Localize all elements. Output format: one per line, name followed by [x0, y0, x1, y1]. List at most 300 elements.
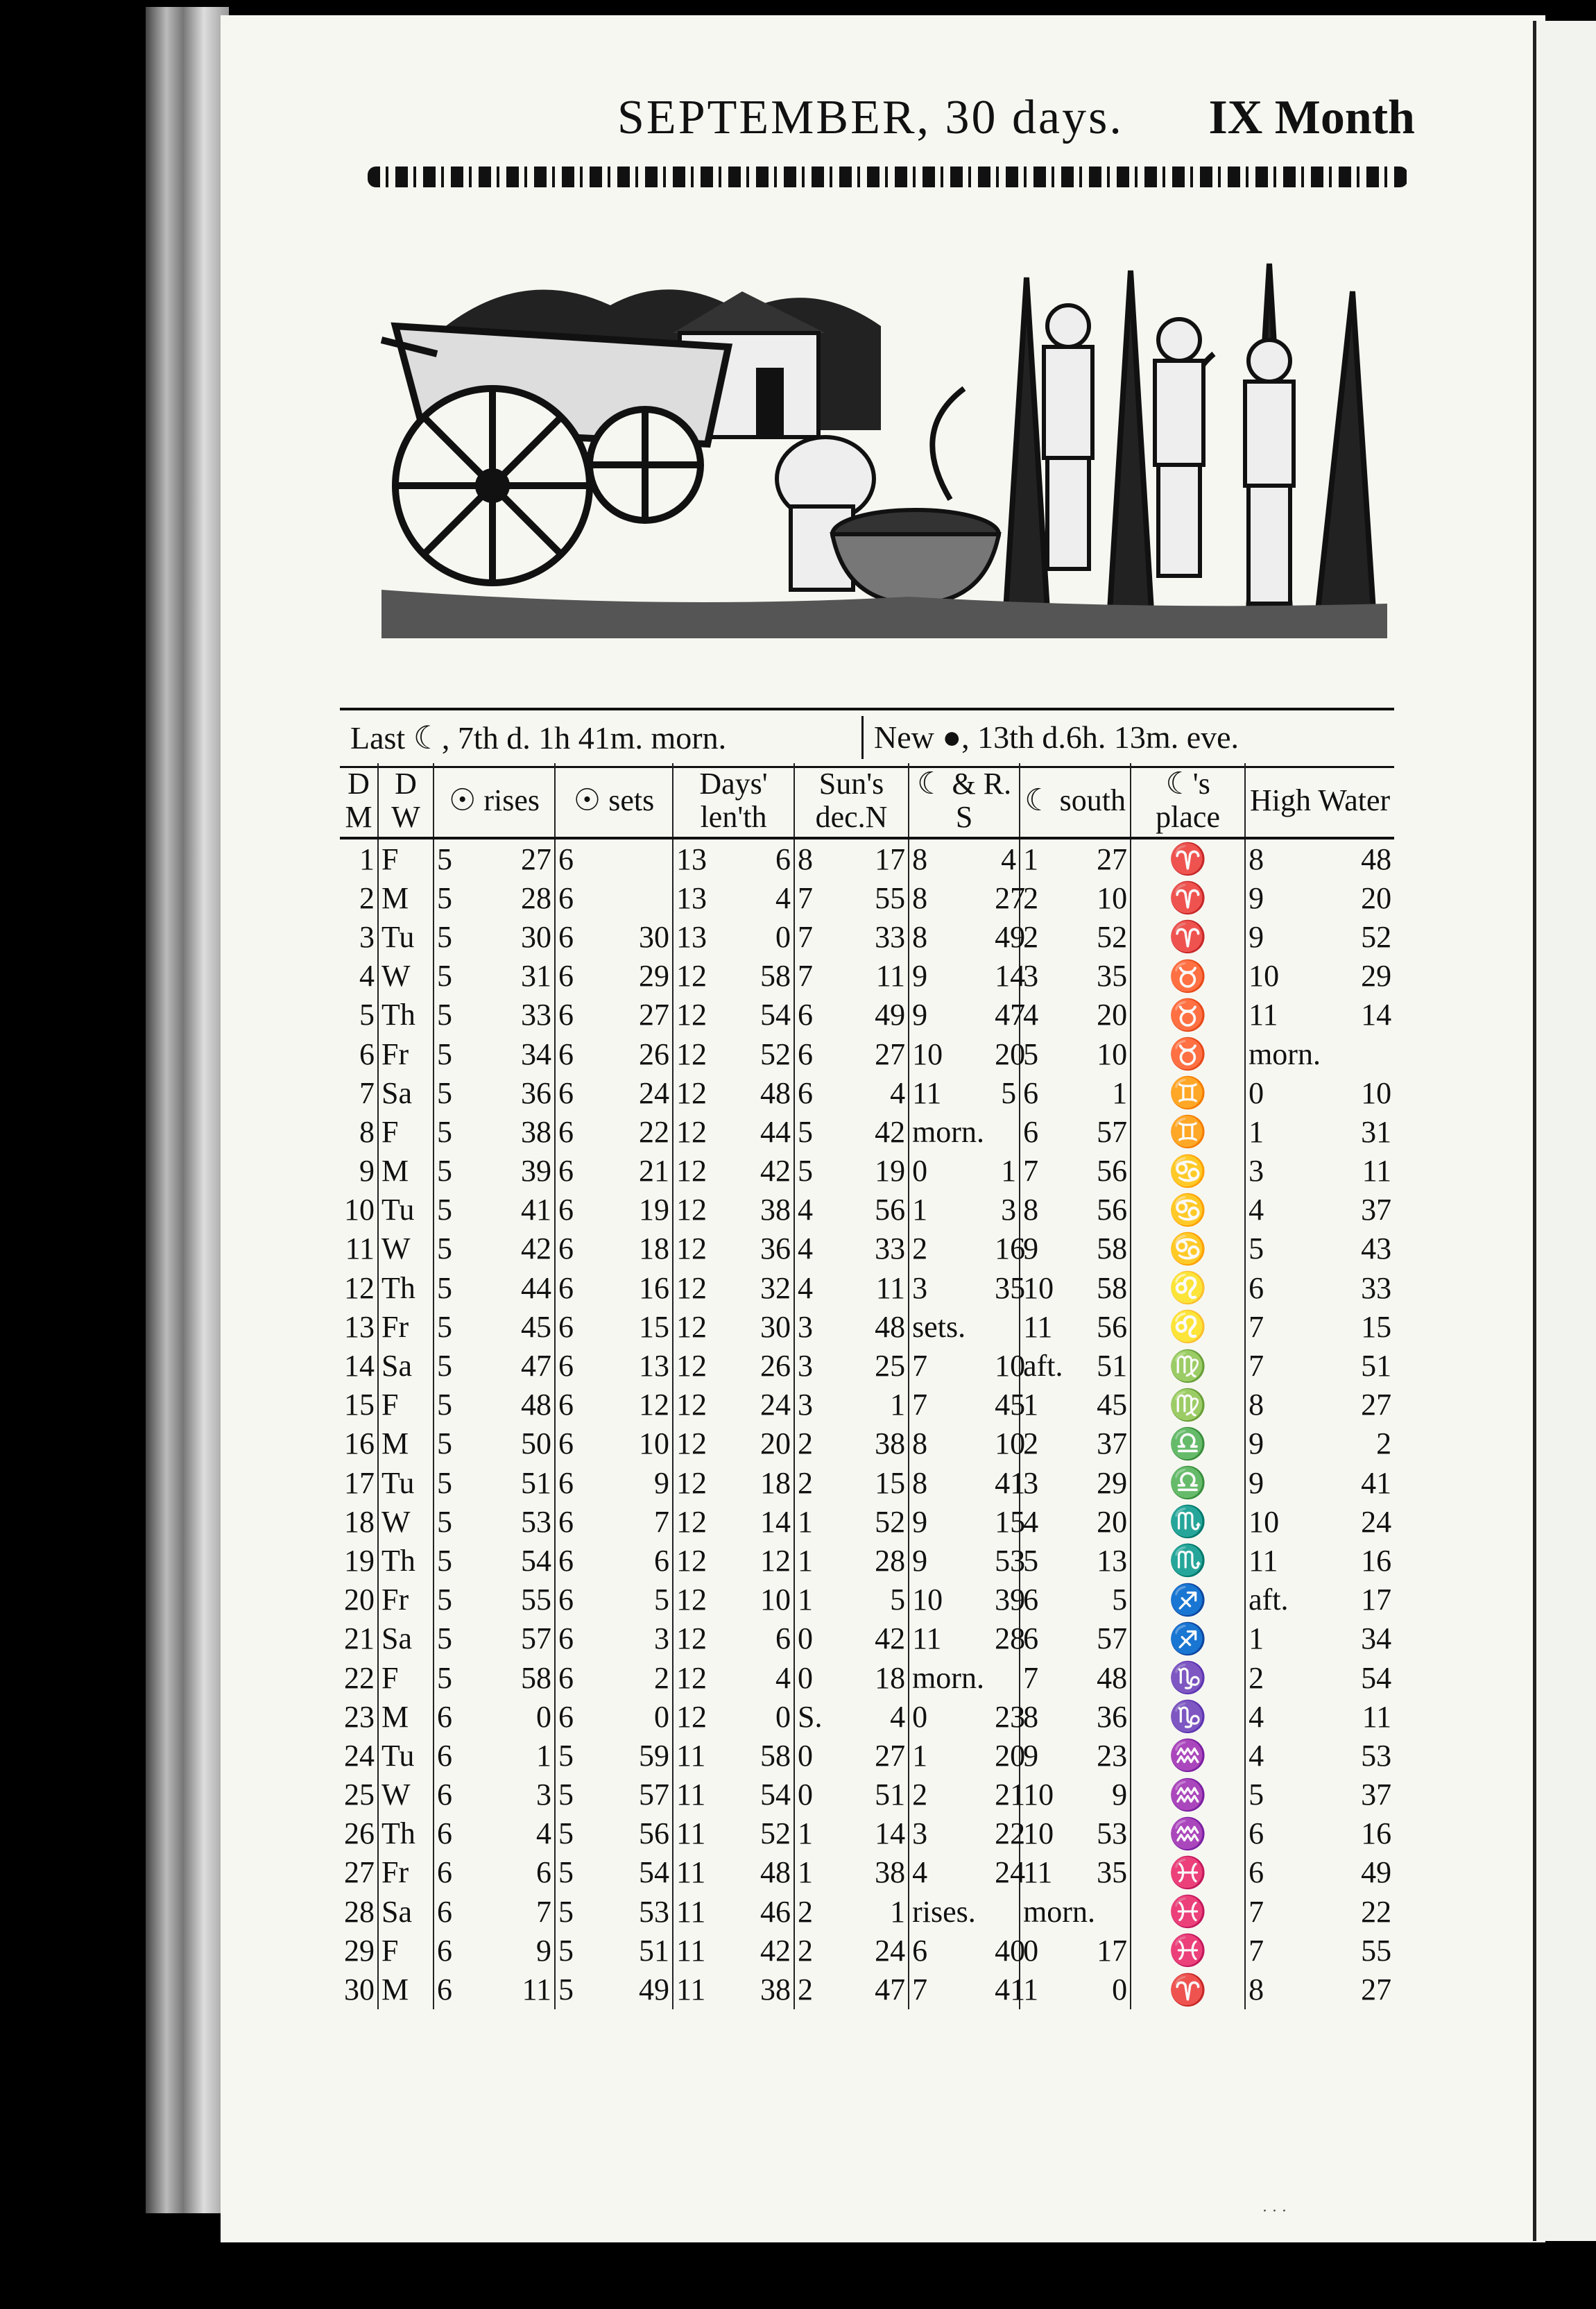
cell-hw1: 11: [1249, 998, 1278, 1032]
cell-ms1: 10: [1023, 1270, 1054, 1305]
cell-lm: 4: [721, 1658, 794, 1697]
cell-dm: 2: [340, 878, 378, 917]
col-suns-declination: Sun's dec.N: [794, 763, 909, 838]
cell-ms1: morn.: [1023, 1894, 1095, 1929]
cell-mr2: 39: [992, 1580, 1020, 1619]
cell-mr1: 3: [912, 1816, 928, 1851]
cell-place: ♊: [1131, 1073, 1245, 1112]
cell-sh: 6: [558, 1193, 574, 1227]
cell-mr2: 40: [992, 1931, 1020, 1970]
new-moon-note: New ●, 13th d.6h. 13m. eve.: [874, 719, 1239, 755]
cell-lm: 46: [721, 1892, 794, 1931]
cell-dmn: 17: [832, 838, 909, 878]
cell-ms1: 9: [1023, 1232, 1039, 1266]
cell-rm: 51: [468, 1463, 555, 1502]
cell-dmn: 49: [832, 996, 909, 1034]
cell-place: ♋: [1131, 1152, 1245, 1191]
cell-sh: 6: [558, 1075, 574, 1110]
cell-rh: 6: [437, 1973, 452, 2007]
cell-place: ♑: [1131, 1658, 1245, 1697]
cell-mr1: 9: [912, 1543, 928, 1578]
cell-hw1: 9: [1249, 919, 1264, 954]
cell-hw2: 17: [1361, 1583, 1392, 1617]
cell-dm: 3: [340, 917, 378, 956]
table-row: [340, 1346, 1394, 1385]
cell-sh: 6: [558, 1349, 574, 1383]
cell-lh: 13: [676, 842, 707, 876]
cell-place: ♉: [1131, 1034, 1245, 1073]
cell-mr1: 0: [912, 1699, 928, 1734]
cell-sm: [586, 878, 673, 917]
cell-dw: Fr: [378, 1580, 434, 1619]
cell-place: ♈: [1131, 838, 1245, 878]
facing-page-edge: [1533, 21, 1596, 2241]
cell-rm: 6: [468, 1853, 555, 1892]
cell-dd: 5: [798, 1154, 814, 1188]
cell-dm: 22: [340, 1658, 378, 1697]
cell-lm: 18: [721, 1463, 794, 1502]
cell-rh: 5: [437, 1465, 452, 1500]
cell-rm: 36: [468, 1073, 555, 1112]
cell-mr1: 7: [912, 1973, 928, 2007]
cell-dmn: 11: [832, 1268, 909, 1307]
cell-dw: Tu: [378, 1736, 434, 1775]
cell-place: ♒: [1131, 1814, 1245, 1853]
cell-dw: W: [378, 957, 434, 996]
cell-rm: 38: [468, 1112, 555, 1151]
cell-dw: Sa: [378, 1892, 434, 1931]
cell-ms1: 6: [1023, 1114, 1039, 1149]
cell-dmn: 4: [832, 1073, 909, 1112]
cell-dm: 21: [340, 1619, 378, 1658]
cell-place: ♊: [1131, 1112, 1245, 1151]
cell-dmn: 47: [832, 1970, 909, 2009]
cell-rm: 31: [468, 957, 555, 996]
cell-hw2: 10: [1361, 1075, 1392, 1110]
cell-sh: 6: [558, 1270, 574, 1305]
cell-dm: 17: [340, 1463, 378, 1502]
cell-sm: 13: [586, 1346, 673, 1385]
cell-rh: 5: [437, 1660, 452, 1695]
cell-rh: 5: [437, 1388, 452, 1422]
cell-dd: 4: [798, 1193, 814, 1227]
cell-dm: 8: [340, 1112, 378, 1151]
cell-sh: 6: [558, 959, 574, 994]
cell-sm: 7: [586, 1502, 673, 1541]
table-row: [340, 1307, 1394, 1346]
cell-dd: 7: [798, 880, 814, 915]
cell-mr1: 9: [912, 998, 928, 1032]
cell-rm: 0: [468, 1697, 555, 1736]
col-days-length: Days' len'th: [673, 763, 794, 838]
cell-hw2: 2: [1376, 1426, 1392, 1461]
cell-lm: 44: [721, 1112, 794, 1151]
cell-lh: 11: [676, 1778, 706, 1812]
cell-ms2: 5: [1061, 1580, 1131, 1619]
cell-sm: 5: [586, 1580, 673, 1619]
cell-hw1: 2: [1249, 1660, 1264, 1695]
cell-hw1: 0: [1249, 1075, 1264, 1110]
cell-sh: 5: [558, 1933, 574, 1968]
cell-lm: 10: [721, 1580, 794, 1619]
cell-dmn: 28: [832, 1541, 909, 1580]
cell-hw2: 51: [1361, 1349, 1392, 1383]
cell-dm: 23: [340, 1697, 378, 1736]
cell-place: ♉: [1131, 996, 1245, 1034]
col-moon-place: ☾'s place: [1131, 763, 1245, 838]
cell-ms1: 3: [1023, 959, 1039, 994]
cell-dw: F: [378, 1112, 434, 1151]
cell-ms2: 58: [1061, 1268, 1131, 1307]
cell-sm: 24: [586, 1073, 673, 1112]
month-number: IX Month: [1208, 91, 1415, 144]
table-row: [340, 1775, 1394, 1814]
cell-dmn: 52: [832, 1502, 909, 1541]
cell-lh: 11: [676, 1894, 706, 1929]
cell-mr2: 28: [992, 1619, 1020, 1658]
cell-rh: 5: [437, 1621, 452, 1656]
cell-lm: 6: [721, 1619, 794, 1658]
page-smudge: · · ·: [1262, 2203, 1287, 2220]
cell-ms2: 52: [1061, 917, 1131, 956]
cell-lh: 11: [676, 1738, 706, 1773]
cell-ms1: 11: [1023, 1309, 1053, 1344]
table-header-row: [340, 763, 1394, 838]
cell-dw: Tu: [378, 917, 434, 956]
cell-ms2: 51: [1061, 1346, 1131, 1385]
cell-ms1: 2: [1023, 1426, 1039, 1461]
cell-ms1: 6: [1023, 1075, 1039, 1110]
cell-hw1: 1: [1249, 1621, 1264, 1656]
cell-dm: 15: [340, 1386, 378, 1424]
cell-mr2: 20: [992, 1034, 1020, 1073]
cell-dw: Sa: [378, 1619, 434, 1658]
cell-lh: 12: [676, 1075, 707, 1110]
cell-rm: 30: [468, 917, 555, 956]
almanac-table: [340, 763, 1394, 2009]
cell-mr1: morn.: [912, 1114, 984, 1149]
cell-rh: 5: [437, 1426, 452, 1461]
cell-hw1: 8: [1249, 1973, 1264, 2007]
cell-hw1: 5: [1249, 1232, 1264, 1266]
cell-lh: 12: [676, 1465, 707, 1500]
cell-dmn: 18: [832, 1658, 909, 1697]
col-moon-rises-sets: ☾ & R. S: [909, 763, 1020, 838]
table-row: [340, 1580, 1394, 1619]
cell-dw: Tu: [378, 1191, 434, 1229]
cell-sh: 5: [558, 1816, 574, 1851]
cell-lh: 12: [676, 1114, 707, 1149]
cell-sm: 2: [586, 1658, 673, 1697]
cell-lm: 0: [721, 1697, 794, 1736]
table-row: [340, 878, 1394, 917]
cell-ms2: 10: [1061, 878, 1131, 917]
cell-rh: 5: [437, 1349, 452, 1383]
ornamental-border: [368, 167, 1408, 187]
cell-dw: F: [378, 838, 434, 878]
cell-rm: 1: [468, 1736, 555, 1775]
cell-sh: 6: [558, 1543, 574, 1578]
cell-ms2: 20: [1061, 1502, 1131, 1541]
cell-mr2: 45: [992, 1386, 1020, 1424]
cell-lh: 12: [676, 1621, 707, 1656]
cell-lm: 26: [721, 1346, 794, 1385]
cell-dm: 4: [340, 957, 378, 996]
cell-sm: 22: [586, 1112, 673, 1151]
cell-dm: 29: [340, 1931, 378, 1970]
cell-rm: 28: [468, 878, 555, 917]
cell-lh: 12: [676, 1543, 707, 1578]
cell-sh: 6: [558, 919, 574, 954]
phase-separator: [861, 716, 864, 759]
cell-sh: 6: [558, 1621, 574, 1656]
cell-rm: 44: [468, 1268, 555, 1307]
cell-mr1: 8: [912, 919, 928, 954]
cell-dd: 6: [798, 998, 814, 1032]
cell-rm: 34: [468, 1034, 555, 1073]
cell-mr2: 35: [992, 1268, 1020, 1307]
cell-dw: W: [378, 1775, 434, 1814]
cell-lm: 54: [721, 1775, 794, 1814]
cell-dd: 3: [798, 1349, 814, 1383]
cell-dmn: 4: [832, 1697, 909, 1736]
cell-rh: 5: [437, 919, 452, 954]
cell-hw1: 7: [1249, 1894, 1264, 1929]
table-row: [340, 917, 1394, 956]
cell-dd: 3: [798, 1309, 814, 1344]
cell-sm: 12: [586, 1386, 673, 1424]
cell-ms1: 9: [1023, 1738, 1039, 1773]
cell-dmn: 15: [832, 1463, 909, 1502]
cell-rm: 11: [468, 1970, 555, 2009]
cell-dm: 5: [340, 996, 378, 1034]
cell-rh: 5: [437, 880, 452, 915]
cell-dd: 1: [798, 1504, 814, 1539]
cell-dw: Tu: [378, 1463, 434, 1502]
cell-dw: Fr: [378, 1853, 434, 1892]
harvest-woodcut-illustration: [381, 250, 1387, 638]
cell-sm: 10: [586, 1424, 673, 1463]
cell-rm: 55: [468, 1580, 555, 1619]
table-row: [340, 1814, 1394, 1853]
table-row: [340, 1658, 1394, 1697]
cell-sh: 6: [558, 1583, 574, 1617]
cell-sh: 6: [558, 880, 574, 915]
cell-ms2: 35: [1061, 1853, 1131, 1892]
table-row: [340, 1853, 1394, 1892]
cell-dw: M: [378, 878, 434, 917]
cell-ms1: 1: [1023, 842, 1039, 876]
cell-mr1: 8: [912, 842, 928, 876]
cell-sh: 5: [558, 1855, 574, 1890]
cell-dd: 1: [798, 1543, 814, 1578]
cell-dd: 1: [798, 1855, 814, 1890]
cell-mr2: 41: [992, 1970, 1020, 2009]
table-row: [340, 1736, 1394, 1775]
cell-place: ♑: [1131, 1697, 1245, 1736]
cell-dmn: 25: [832, 1346, 909, 1385]
last-quarter-note: Last ☾, 7th d. 1h 41m. morn.: [350, 720, 727, 756]
cart: [381, 326, 728, 583]
cell-place: ♈: [1131, 878, 1245, 917]
cell-dw: W: [378, 1229, 434, 1268]
table-row: [340, 1152, 1394, 1191]
cell-dd: 7: [798, 919, 814, 954]
cell-lm: 48: [721, 1853, 794, 1892]
cell-hw2: 52: [1361, 919, 1392, 954]
cell-hw2: 37: [1361, 1193, 1392, 1227]
cell-lh: 11: [676, 1855, 706, 1890]
cell-dw: F: [378, 1386, 434, 1424]
cell-hw2: 34: [1361, 1621, 1392, 1656]
cell-hw1: 4: [1249, 1193, 1264, 1227]
cell-mr1: 10: [912, 1583, 943, 1617]
cell-dd: 6: [798, 1037, 814, 1071]
cell-hw2: 11: [1362, 1154, 1392, 1188]
cell-place: ♍: [1131, 1346, 1245, 1385]
cell-dm: 11: [340, 1229, 378, 1268]
table-row: [340, 1268, 1394, 1307]
cell-hw2: 16: [1361, 1543, 1392, 1578]
cell-lh: 12: [676, 1232, 707, 1266]
cell-dw: F: [378, 1658, 434, 1697]
cell-place: ♏: [1131, 1502, 1245, 1541]
cell-sh: 5: [558, 1778, 574, 1812]
cell-ms1: aft.: [1023, 1349, 1063, 1383]
cell-hw1: 6: [1249, 1270, 1264, 1305]
cell-mr2: 3: [992, 1191, 1020, 1229]
cell-dd: 3: [798, 1388, 814, 1422]
cell-place: ♋: [1131, 1229, 1245, 1268]
cell-dm: 9: [340, 1152, 378, 1191]
cell-mr1: 9: [912, 959, 928, 994]
cell-rh: 5: [437, 842, 452, 876]
cell-ms1: 1: [1023, 1973, 1039, 2007]
cell-mr1: sets.: [912, 1309, 966, 1344]
cell-mr1: 0: [912, 1154, 928, 1188]
cell-hw1: 8: [1249, 1388, 1264, 1422]
cell-mr2: 47: [992, 996, 1020, 1034]
cell-hw2: 54: [1361, 1660, 1392, 1695]
cell-hw1: 10: [1249, 1504, 1280, 1539]
cell-place: ♓: [1131, 1892, 1245, 1931]
cell-dd: 0: [798, 1621, 814, 1656]
month-title: SEPTEMBER, 30 days.: [617, 91, 1124, 144]
cell-sm: 26: [586, 1034, 673, 1073]
cell-rm: 45: [468, 1307, 555, 1346]
cell-lh: 11: [676, 1816, 706, 1851]
cell-mr1: rises.: [912, 1894, 976, 1929]
cell-dd: 0: [798, 1738, 814, 1773]
cell-hw2: 24: [1361, 1504, 1392, 1539]
cell-sm: 9: [586, 1463, 673, 1502]
table-row: [340, 1619, 1394, 1658]
cell-hw2: 43: [1361, 1232, 1392, 1266]
cell-lm: 0: [721, 917, 794, 956]
cell-ms1: 5: [1023, 1037, 1039, 1071]
moon-phases: [340, 708, 1394, 768]
cell-rh: 5: [437, 1232, 452, 1266]
cell-hw2: 49: [1361, 1855, 1392, 1890]
cell-rh: 5: [437, 1075, 452, 1110]
cell-rm: 57: [468, 1619, 555, 1658]
cell-place: ♌: [1131, 1268, 1245, 1307]
cell-sm: 53: [586, 1892, 673, 1931]
cell-dm: 18: [340, 1502, 378, 1541]
cell-hw1: 9: [1249, 1426, 1264, 1461]
cell-dd: 7: [798, 959, 814, 994]
col-sun-sets: ☉ sets: [555, 763, 673, 838]
cell-dmn: 42: [832, 1619, 909, 1658]
cell-mr1: 8: [912, 880, 928, 915]
cell-lh: 12: [676, 1270, 707, 1305]
cell-dmn: 27: [832, 1034, 909, 1073]
cell-hw2: 33: [1361, 1270, 1392, 1305]
cell-rm: 3: [468, 1775, 555, 1814]
table-row: [340, 1970, 1394, 2009]
cell-dd: 2: [798, 1933, 814, 1968]
table-row: [340, 996, 1394, 1034]
cell-mr1: 11: [912, 1075, 942, 1110]
cell-ms2: 35: [1061, 957, 1131, 996]
cell-mr2: 53: [992, 1541, 1020, 1580]
cell-lh: 12: [676, 1583, 707, 1617]
table-row: [340, 1541, 1394, 1580]
cell-place: ♈: [1131, 917, 1245, 956]
cell-dd: 6: [798, 1075, 814, 1110]
cell-sh: 6: [558, 1465, 574, 1500]
cell-rm: 33: [468, 996, 555, 1034]
cell-lh: 13: [676, 880, 707, 915]
cell-mr1: 8: [912, 1426, 928, 1461]
cell-dw: Fr: [378, 1034, 434, 1073]
table-row: [340, 1386, 1394, 1424]
cell-dd: 4: [798, 1232, 814, 1266]
cell-rh: 6: [437, 1855, 452, 1890]
cell-dmn: 14: [832, 1814, 909, 1853]
cell-rm: 9: [468, 1931, 555, 1970]
page-header: [388, 83, 1415, 153]
cell-ms1: 0: [1023, 1933, 1039, 1968]
cell-dmn: 33: [832, 1229, 909, 1268]
cell-dd: 5: [798, 1114, 814, 1149]
cell-hw1: 4: [1249, 1699, 1264, 1734]
table-row: [340, 1892, 1394, 1931]
cell-rm: 39: [468, 1152, 555, 1191]
col-high-water: High Water: [1245, 763, 1394, 838]
cell-dmn: 48: [832, 1307, 909, 1346]
cell-dd: 1: [798, 1583, 814, 1617]
cell-mr1: 4: [912, 1855, 928, 1890]
cell-dw: Th: [378, 1541, 434, 1580]
cell-place: ♍: [1131, 1386, 1245, 1424]
cell-rh: 6: [437, 1699, 452, 1734]
cell-hw1: 5: [1249, 1778, 1264, 1812]
cell-lh: 12: [676, 1154, 707, 1188]
cell-lh: 12: [676, 1037, 707, 1071]
cell-sh: 6: [558, 1232, 574, 1266]
cell-rm: 42: [468, 1229, 555, 1268]
cell-sh: 6: [558, 1426, 574, 1461]
cell-dd: 2: [798, 1973, 814, 2007]
cell-ms1: 6: [1023, 1621, 1039, 1656]
cell-rh: 5: [437, 1309, 452, 1344]
cell-sm: 59: [586, 1736, 673, 1775]
cell-lh: 12: [676, 1193, 707, 1227]
cell-dw: W: [378, 1502, 434, 1541]
cell-mr2: [992, 1307, 1020, 1346]
cell-dm: 27: [340, 1853, 378, 1892]
